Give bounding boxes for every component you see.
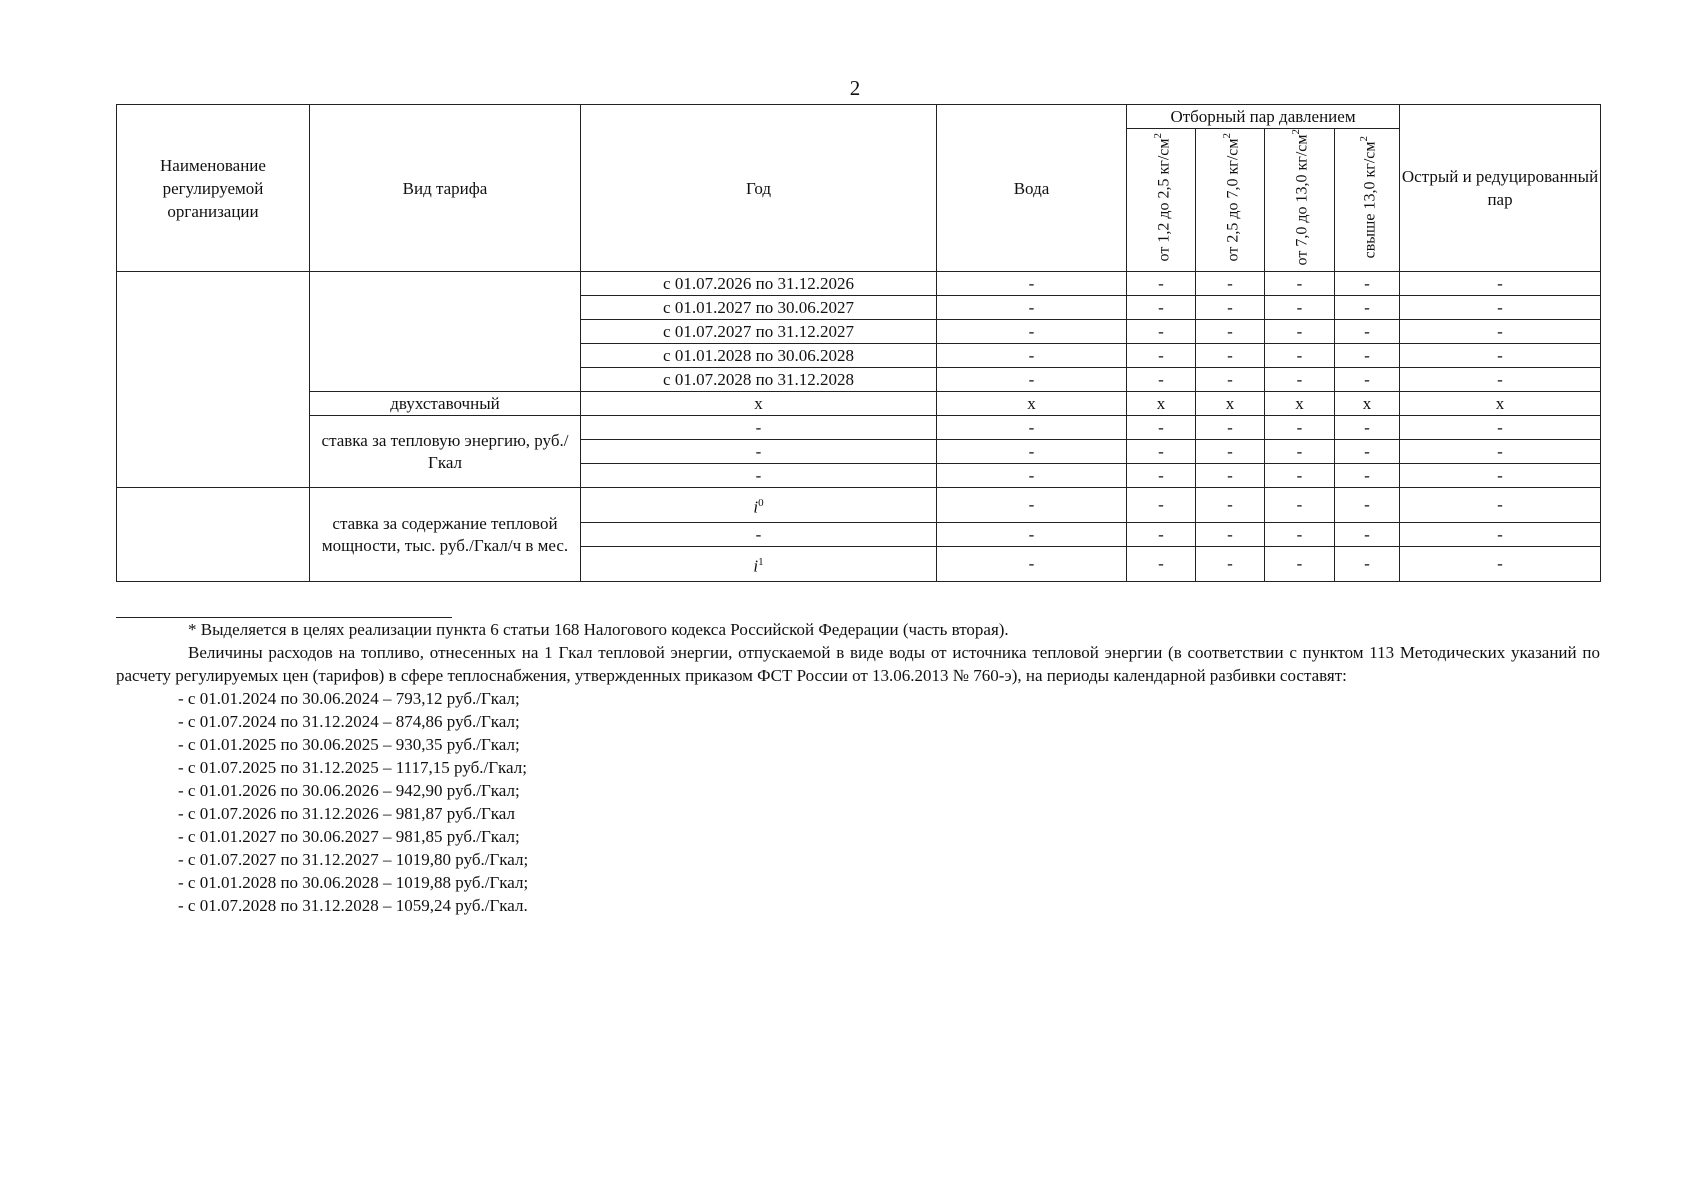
year-cell — [581, 523, 937, 547]
list-item: - с 01.07.2025 по 31.12.2025 – 1117,15 руб./Гкал; — [178, 758, 527, 777]
value-cell: - — [1400, 464, 1601, 488]
value-cell: - — [937, 440, 1127, 464]
value-cell: - — [1335, 547, 1400, 582]
year-cell: с 01.07.2028 по 31.12.2028 — [581, 368, 937, 392]
value-cell: - — [1127, 368, 1196, 392]
list-item: - с 01.01.2024 по 30.06.2024 – 793,12 руб./Гкал; — [178, 689, 520, 708]
header-water: Вода — [937, 105, 1127, 272]
year-superscript: 1 — [758, 556, 764, 569]
year-cell: с 01.07.2026 по 31.12.2026 — [581, 272, 937, 296]
year-cell: с 01.07.2027 по 31.12.2027 — [581, 320, 937, 344]
value-cell: - — [1335, 320, 1400, 344]
value-cell: - — [1265, 440, 1335, 464]
value-cell: - — [1335, 416, 1400, 440]
value-cell: - — [1400, 344, 1601, 368]
value-cell: х — [1196, 392, 1265, 416]
year-cell: - — [581, 464, 937, 488]
value-cell: - — [1335, 440, 1400, 464]
year-symbol: i — [753, 497, 759, 517]
year-superscript: 0 — [758, 497, 764, 510]
page-number: 2 — [849, 76, 861, 100]
table-row — [117, 272, 1601, 296]
value-cell: - — [1196, 320, 1265, 344]
value-cell: - — [1335, 296, 1400, 320]
value-cell: - — [1265, 272, 1335, 296]
tariff-table-body — [117, 272, 1601, 582]
year-cell — [581, 488, 937, 523]
footnote: * Выделяется в целях реализации пункта 6 статьи 168 Налогового кодекса Российской Федерации (часть вторая). — [188, 620, 1009, 639]
value-cell: х — [1400, 392, 1601, 416]
fuel-cost-list — [116, 687, 1600, 917]
value-cell: - — [1127, 523, 1196, 547]
value-cell: - — [1196, 488, 1265, 523]
value-cell: - — [1265, 547, 1335, 582]
year-symbol: i — [753, 556, 759, 576]
value-cell: х — [1335, 392, 1400, 416]
value-cell: - — [1265, 416, 1335, 440]
value-cell: - — [937, 523, 1127, 547]
fuel-paragraph: Величины расходов на топливо, отнесенных на 1 Гкал тепловой энергии, отпускаемой в виде воды от источника тепловой энергии (в соответствии с пунктом 113 Методических указаний по расчету регулируемых цен (тарифов) в сфере теплоснабжения, утвержденных приказом ФСТ России от 13.06.2013 № 760-э), на периоды календарной разбивки составят: — [116, 643, 1600, 685]
year-cell — [581, 547, 937, 582]
list-item: - с 01.01.2028 по 30.06.2028 – 1019,88 руб./Гкал; — [178, 873, 529, 892]
value-cell: - — [937, 272, 1127, 296]
value-cell: - — [1400, 368, 1601, 392]
header-steam-group: Отборный пар давлением — [1127, 105, 1400, 129]
value-cell: - — [1400, 272, 1601, 296]
year-cell: с 01.01.2027 по 30.06.2027 — [581, 296, 937, 320]
tariff-type-cell: двухставочный — [310, 392, 581, 416]
value-cell: - — [1127, 488, 1196, 523]
year-cell: х — [581, 392, 937, 416]
value-cell: - — [937, 296, 1127, 320]
table-row — [117, 392, 1601, 416]
org-cell — [117, 488, 310, 582]
value-cell: - — [1335, 344, 1400, 368]
org-cell — [117, 272, 310, 488]
table-row — [117, 488, 1601, 523]
value-cell: - — [1196, 440, 1265, 464]
value-cell: - — [1400, 523, 1601, 547]
value-cell: - — [1265, 368, 1335, 392]
tariff-type-cell: ставка за тепловую энергию, руб./Гкал — [310, 416, 581, 488]
value-cell: - — [1196, 416, 1265, 440]
value-cell: - — [1335, 488, 1400, 523]
year-symbol: - — [755, 524, 762, 544]
value-cell: - — [1265, 296, 1335, 320]
value-cell: - — [937, 368, 1127, 392]
value-cell: - — [1127, 344, 1196, 368]
value-cell: - — [1265, 523, 1335, 547]
value-cell: - — [1196, 523, 1265, 547]
value-cell: - — [937, 464, 1127, 488]
value-cell: - — [1196, 296, 1265, 320]
value-cell: - — [1400, 440, 1601, 464]
list-item: - с 01.01.2026 по 30.06.2026 – 942,90 руб./Гкал; — [178, 781, 520, 800]
value-cell: - — [1127, 320, 1196, 344]
value-cell: - — [1127, 464, 1196, 488]
header-steam-1: от 1,2 до 2,5 $кг/см^2$ — [1127, 129, 1196, 272]
value-cell: - — [937, 344, 1127, 368]
header-year: Год — [581, 105, 937, 272]
header-sharp-steam: Острый и редуцированный пар — [1400, 105, 1601, 272]
header-steam-3: от 7,0 до 13,0 $кг/см^2$ — [1265, 129, 1335, 272]
value-cell: - — [1127, 272, 1196, 296]
list-item: - с 01.01.2025 по 30.06.2025 – 930,35 руб./Гкал; — [178, 735, 520, 754]
value-cell: - — [1400, 296, 1601, 320]
value-cell: х — [937, 392, 1127, 416]
year-cell: - — [581, 416, 937, 440]
value-cell: - — [1335, 464, 1400, 488]
value-cell: - — [1196, 547, 1265, 582]
list-item: - с 01.07.2028 по 31.12.2028 – 1059,24 руб./Гкал. — [178, 896, 528, 915]
value-cell: - — [1400, 547, 1601, 582]
value-cell: - — [1127, 547, 1196, 582]
value-cell: - — [937, 320, 1127, 344]
year-cell: - — [581, 440, 937, 464]
value-cell: - — [1265, 320, 1335, 344]
value-cell: х — [1127, 392, 1196, 416]
list-item: - с 01.07.2024 по 31.12.2024 – 874,86 руб./Гкал; — [178, 712, 520, 731]
value-cell: - — [1400, 416, 1601, 440]
tariff-type-cell — [310, 272, 581, 392]
header-steam-4: свыше 13,0 $кг/см^2$ — [1335, 129, 1400, 272]
table-row — [117, 416, 1601, 440]
value-cell: - — [1196, 272, 1265, 296]
value-cell: - — [1335, 272, 1400, 296]
value-cell: - — [1265, 344, 1335, 368]
list-item: - с 01.01.2027 по 30.06.2027 – 981,85 руб./Гкал; — [178, 827, 520, 846]
value-cell: - — [937, 488, 1127, 523]
value-cell: - — [1196, 344, 1265, 368]
value-cell: - — [1127, 296, 1196, 320]
tariff-table — [116, 104, 1601, 582]
value-cell: - — [937, 416, 1127, 440]
value-cell: - — [1127, 440, 1196, 464]
list-item: - с 01.07.2027 по 31.12.2027 – 1019,80 руб./Гкал; — [178, 850, 529, 869]
notes — [116, 618, 1600, 917]
value-cell: - — [1265, 464, 1335, 488]
year-cell: с 01.01.2028 по 30.06.2028 — [581, 344, 937, 368]
value-cell: х — [1265, 392, 1335, 416]
value-cell: - — [1196, 464, 1265, 488]
header-org: Наименование регулируемой организации — [117, 105, 310, 272]
value-cell: - — [1335, 368, 1400, 392]
value-cell: - — [1127, 416, 1196, 440]
value-cell: - — [937, 547, 1127, 582]
value-cell: - — [1400, 488, 1601, 523]
header-tariff-type: Вид тарифа — [310, 105, 581, 272]
value-cell: - — [1400, 320, 1601, 344]
value-cell: - — [1196, 368, 1265, 392]
value-cell: - — [1265, 488, 1335, 523]
tariff-type-cell: ставка за содержание тепловой мощности, тыс. руб./Гкал/ч в мес. — [310, 488, 581, 582]
value-cell: - — [1335, 523, 1400, 547]
header-steam-2: от 2,5 до 7,0 $кг/см^2$ — [1196, 129, 1265, 272]
list-item: - с 01.07.2026 по 31.12.2026 – 981,87 руб./Гкал — [178, 804, 515, 823]
